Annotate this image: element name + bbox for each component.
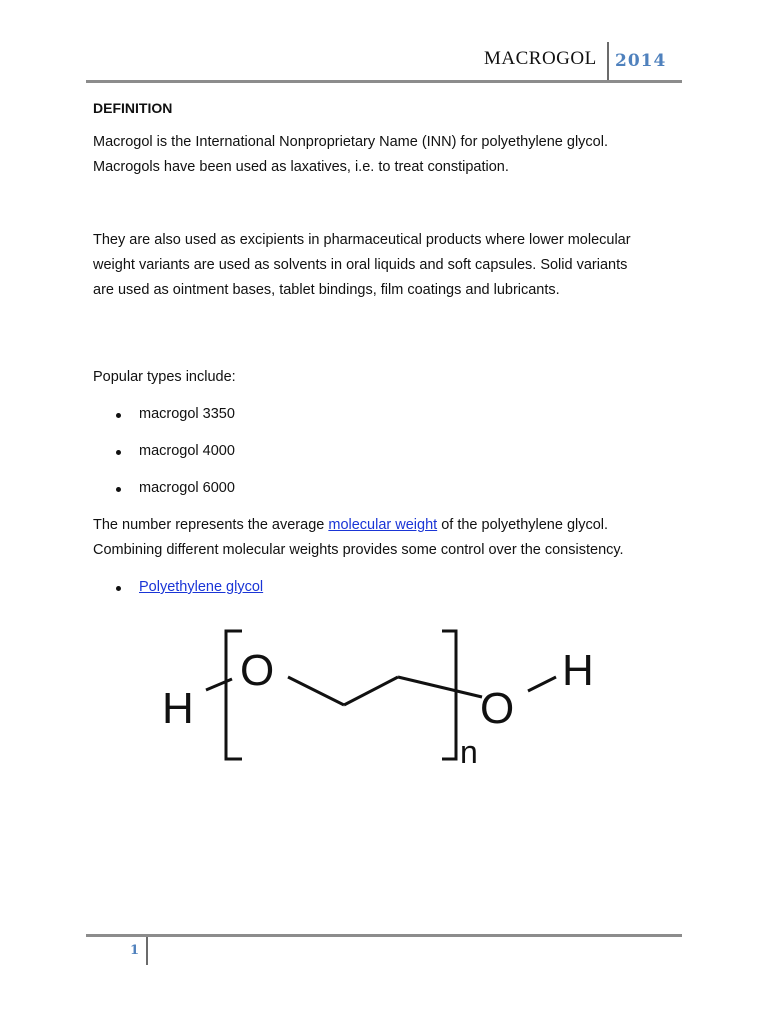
text-run: of the polyethylene glycol. — [437, 517, 609, 533]
paragraph-line — [93, 513, 693, 538]
footer-rule — [86, 934, 682, 937]
bond-h-o-left — [206, 679, 232, 690]
related-links-list — [93, 575, 693, 612]
hydrogen-left-label: H — [162, 684, 194, 733]
oxygen-right-label: O — [480, 684, 515, 733]
bond-c-o-right — [398, 677, 482, 697]
right-bracket — [442, 631, 456, 759]
document-body — [93, 96, 693, 612]
list-item: macrogol 6000 — [93, 476, 693, 513]
paragraph-line: They are also used as excipients in pharmaceutical products where lower molecular — [93, 232, 631, 248]
hydrogen-right-label: H — [562, 646, 594, 695]
bond-o-h-right — [528, 677, 556, 691]
polyethylene-glycol-structure — [150, 615, 620, 785]
list-item — [93, 575, 693, 612]
paragraph-line: weight variants are used as solvents in oral liquids and soft capsules. Solid variants — [93, 257, 628, 273]
oxygen-left-label: O — [240, 646, 275, 695]
repeat-subscript: n — [460, 734, 478, 770]
text-run: The number represents the average — [93, 517, 329, 533]
header-rule — [86, 80, 682, 83]
polyethylene-glycol-link[interactable]: Polyethylene glycol — [139, 579, 264, 595]
header-year: 2014 — [615, 51, 667, 71]
header-separator — [607, 42, 609, 80]
bond-c-c — [344, 677, 398, 705]
paragraph-line: Macrogols have been used as laxatives, i.e. to treat constipation. — [93, 159, 509, 175]
list-item: macrogol 3350 — [93, 402, 693, 439]
popular-types-intro: Popular types include: — [93, 369, 236, 385]
section-heading: DEFINITION — [93, 100, 173, 116]
footer-separator — [146, 937, 148, 965]
macrogol-types-list — [93, 402, 693, 513]
bond-o-c — [288, 677, 344, 705]
header-title: MACROGOL — [484, 48, 597, 69]
list-item: macrogol 4000 — [93, 439, 693, 476]
page-number: 1 — [130, 943, 140, 958]
molecular-weight-link[interactable]: molecular weight — [328, 517, 438, 533]
paragraph-line: are used as ointment bases, tablet bindings, film coatings and lubricants. — [93, 282, 560, 298]
paragraph-line: Macrogol is the International Nonproprietary Name (INN) for polyethylene glycol. — [93, 134, 608, 150]
paragraph-line: Combining different molecular weights provides some control over the consistency. — [93, 542, 624, 558]
